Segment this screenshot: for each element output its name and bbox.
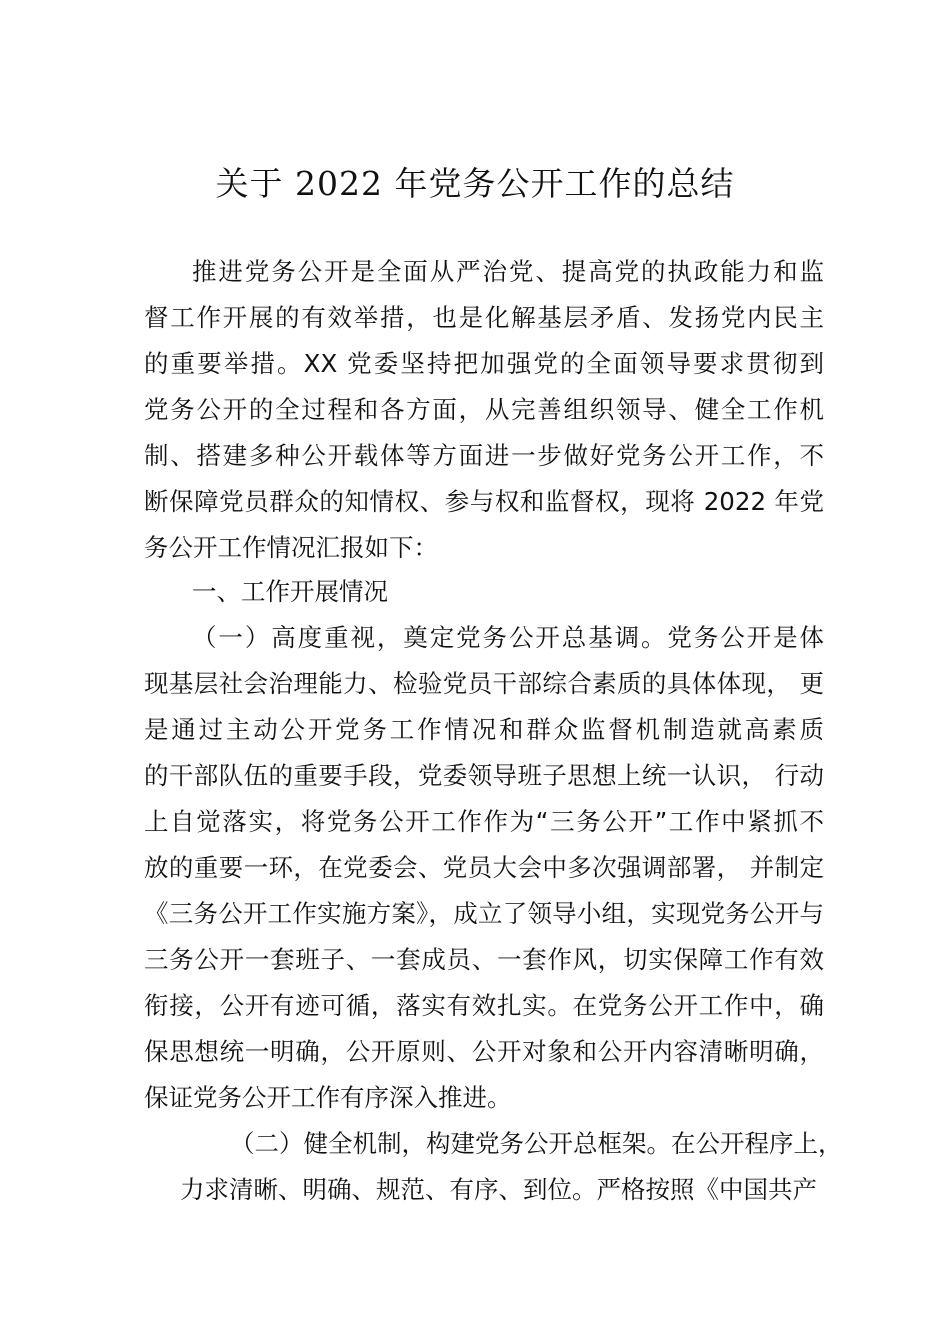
- paragraph-line: 党务公开的全过程和各方面，从完善组织领导、健全工作机: [144, 395, 824, 424]
- paragraph-line: （二）健全机制，构建党务公开总框架。在公开程序上，: [230, 1129, 843, 1158]
- paragraph-line: 衔接，公开有迹可循，落实有效扎实。在党务公开工作中，确: [144, 991, 824, 1020]
- paragraph-line: 放的重要一环，在党委会、党员大会中多次强调部署， 并制定: [144, 853, 824, 882]
- paragraph-line: 是通过主动公开党务工作情况和群众监督机制造就高素质: [144, 715, 824, 744]
- paragraph-line: 务公开工作情况汇报如下：: [144, 533, 438, 562]
- paragraph-line: 保思想统一明确，公开原则、公开对象和公开内容清晰明确，: [144, 1037, 824, 1066]
- paragraph-line: 现基层社会治理能力、检验党员干部综合素质的具体体现， 更: [144, 669, 824, 698]
- paragraph-line: 力求清晰、明确、规范、有序、到位。严格按照《中国共产: [180, 1175, 817, 1204]
- section-heading: 一、工作开展情况: [192, 577, 388, 606]
- paragraph-line: 的干部队伍的重要手段，党委领导班子思想上统一认识， 行动: [144, 761, 824, 790]
- document-title: 关于 2022 年党务公开工作的总结: [215, 164, 735, 203]
- paragraph-line: 推进党务公开是全面从严治党、提高党的执政能力和监: [192, 257, 824, 286]
- paragraph-line: 的重要举措。XX 党委坚持把加强党的全面领导要求贯彻到: [144, 349, 824, 378]
- paragraph-line: 三务公开一套班子、一套成员、一套作风，切实保障工作有效: [144, 945, 824, 974]
- paragraph-line: 《三务公开工作实施方案》，成立了领导小组，实现党务公开与: [144, 899, 824, 928]
- paragraph-line: 断保障党员群众的知情权、参与权和监督权，现将 2022 年党: [144, 487, 824, 516]
- paragraph-line: 上自觉落实，将党务公开工作作为“三务公开”工作中紧抓不: [144, 807, 824, 836]
- paragraph-line: 督工作开展的有效举措，也是化解基层矛盾、发扬党内民主: [144, 303, 824, 332]
- paragraph-line: 制、搭建多种公开载体等方面进一步做好党务公开工作，不: [144, 441, 824, 470]
- paragraph-line: （一）高度重视，奠定党务公开总基调。党务公开是体: [192, 623, 824, 652]
- paragraph-line: 保证党务公开工作有序深入推进。: [144, 1083, 512, 1112]
